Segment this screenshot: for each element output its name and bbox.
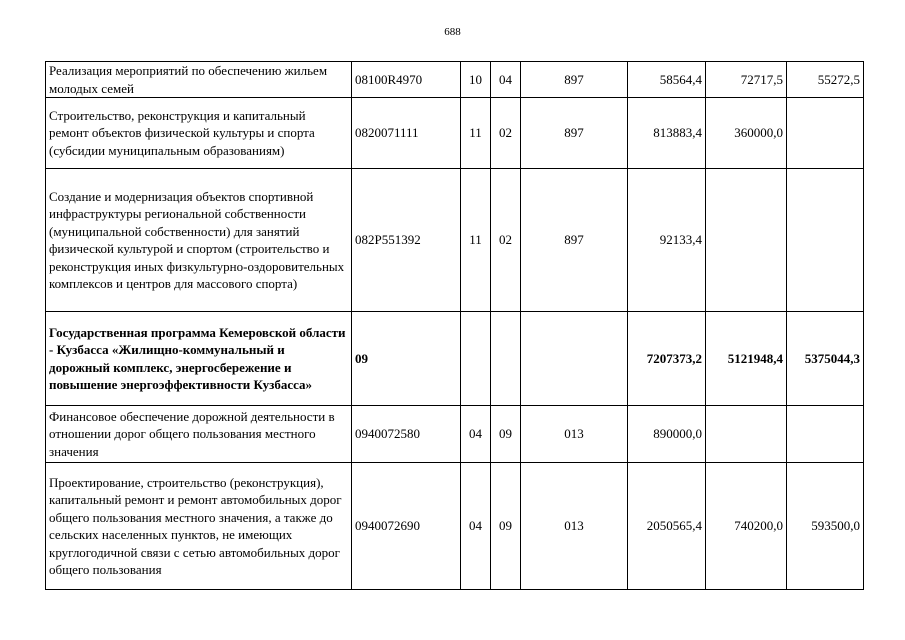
row-code: 0820071111 (352, 98, 461, 169)
row-name: Государственная программа Кемеровской области - Кузбасса «Жилищно-коммунальный и дорожный комплекс, энергосбережение и повышение энергоэффективности Кузбасса» (46, 312, 352, 406)
row-amount-3: 55272,5 (787, 62, 864, 98)
row-subsection: 04 (491, 62, 521, 98)
row-code: 0940072690 (352, 463, 461, 590)
budget-table (45, 61, 864, 590)
row-section: 04 (461, 463, 491, 590)
row-subsection: 09 (491, 406, 521, 463)
row-amount-3 (787, 169, 864, 312)
row-amount-2: 360000,0 (706, 98, 787, 169)
row-amount-1: 890000,0 (628, 406, 706, 463)
row-subsection: 09 (491, 463, 521, 590)
table-row (46, 312, 864, 406)
row-name: Проектирование, строительство (реконструкция), капитальный ремонт и ремонт автомобильных дорог общего пользования местного значения, а также до сельских населенных пунктов, не имеющих круглогодичной связи с сетью автомобильных дорог общего пользования (46, 463, 352, 590)
row-grbs: 897 (521, 62, 628, 98)
row-amount-1: 7207373,2 (628, 312, 706, 406)
table-row (46, 98, 864, 169)
row-code: 082P551392 (352, 169, 461, 312)
row-name: Строительство, реконструкция и капитальный ремонт объектов физической культуры и спорта (субсидии муниципальным образованиям) (46, 98, 352, 169)
row-section: 10 (461, 62, 491, 98)
row-grbs: 897 (521, 169, 628, 312)
row-amount-2 (706, 169, 787, 312)
table-row (46, 169, 864, 312)
row-subsection: 02 (491, 98, 521, 169)
row-code: 08100R4970 (352, 62, 461, 98)
row-amount-1: 813883,4 (628, 98, 706, 169)
row-amount-1: 2050565,4 (628, 463, 706, 590)
row-grbs (521, 312, 628, 406)
row-amount-2: 5121948,4 (706, 312, 787, 406)
row-amount-3: 593500,0 (787, 463, 864, 590)
table-row (46, 62, 864, 98)
row-section: 11 (461, 98, 491, 169)
row-amount-3 (787, 406, 864, 463)
table-row (46, 463, 864, 590)
row-name: Создание и модернизация объектов спортивной инфраструктуры региональной собственности (муниципальной собственности) для занятий физической культурой и спортом (строительство и реконструкция иных физкультурно-оздоровительных комплексов и центров для массового спорта) (46, 169, 352, 312)
table-row (46, 406, 864, 463)
row-code: 0940072580 (352, 406, 461, 463)
row-subsection (491, 312, 521, 406)
row-code: 09 (352, 312, 461, 406)
page-number: 688 (444, 26, 461, 38)
row-amount-1: 58564,4 (628, 62, 706, 98)
row-subsection: 02 (491, 169, 521, 312)
row-amount-2 (706, 406, 787, 463)
row-name: Финансовое обеспечение дорожной деятельности в отношении дорог общего пользования местного значения (46, 406, 352, 463)
row-amount-1: 92133,4 (628, 169, 706, 312)
row-section: 04 (461, 406, 491, 463)
row-amount-2: 740200,0 (706, 463, 787, 590)
row-grbs: 013 (521, 463, 628, 590)
row-grbs: 013 (521, 406, 628, 463)
row-section (461, 312, 491, 406)
row-amount-3 (787, 98, 864, 169)
row-amount-2: 72717,5 (706, 62, 787, 98)
row-amount-3: 5375044,3 (787, 312, 864, 406)
row-name: Реализация мероприятий по обеспечению жильем молодых семей (46, 62, 352, 98)
row-grbs: 897 (521, 98, 628, 169)
row-section: 11 (461, 169, 491, 312)
